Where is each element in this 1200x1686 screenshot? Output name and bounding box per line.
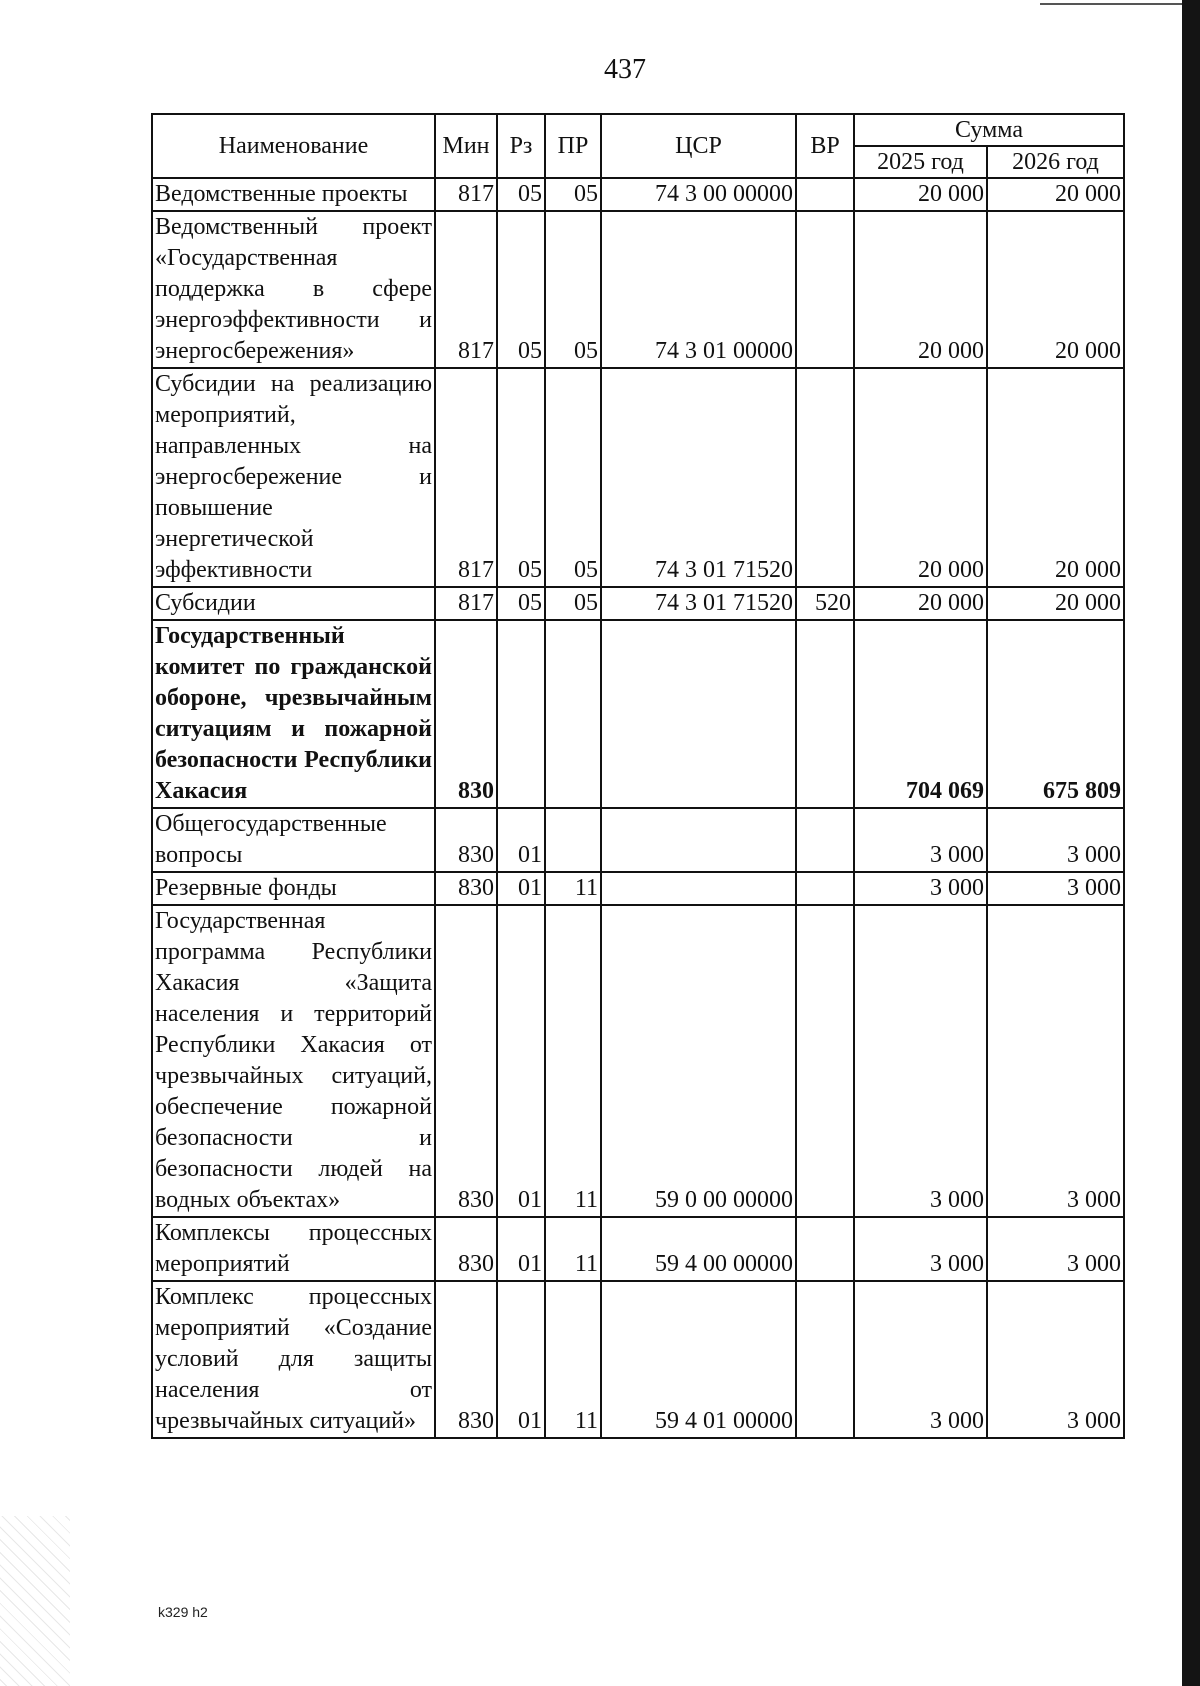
cell-rz: 05 [497, 587, 545, 620]
cell-2025: 3 000 [854, 905, 987, 1217]
cell-2025: 20 000 [854, 587, 987, 620]
cell-vr [796, 872, 854, 905]
table-row [152, 808, 1124, 872]
table-body [152, 178, 1124, 1438]
cell-rz [497, 620, 545, 808]
scan-right-edge [1182, 0, 1200, 1686]
cell-rz: 05 [497, 178, 545, 211]
page-number: 437 [604, 54, 646, 85]
cell-rz: 05 [497, 211, 545, 368]
cell-min: 817 [435, 211, 497, 368]
cell-vr [796, 620, 854, 808]
cell-min: 830 [435, 905, 497, 1217]
cell-vr [796, 211, 854, 368]
header-name: Наименование [152, 114, 435, 178]
cell-csr: 59 0 00 00000 [601, 905, 796, 1217]
cell-2026: 20 000 [987, 587, 1124, 620]
cell-min: 830 [435, 872, 497, 905]
scan-top-line [1040, 3, 1200, 5]
table-row [152, 620, 1124, 808]
cell-csr [601, 620, 796, 808]
cell-min: 830 [435, 1217, 497, 1281]
cell-min: 817 [435, 178, 497, 211]
cell-pr [545, 808, 601, 872]
cell-csr: 59 4 01 00000 [601, 1281, 796, 1438]
cell-pr: 05 [545, 368, 601, 587]
header-csr: ЦСР [601, 114, 796, 178]
cell-csr: 74 3 01 00000 [601, 211, 796, 368]
cell-pr: 11 [545, 905, 601, 1217]
cell-min: 830 [435, 1281, 497, 1438]
cell-csr: 74 3 00 00000 [601, 178, 796, 211]
cell-vr [796, 178, 854, 211]
cell-csr: 59 4 00 00000 [601, 1217, 796, 1281]
cell-pr: 11 [545, 872, 601, 905]
cell-2025: 20 000 [854, 178, 987, 211]
cell-2025: 3 000 [854, 1217, 987, 1281]
cell-name: Комплексы процессных мероприятий [152, 1217, 435, 1281]
table-row [152, 587, 1124, 620]
cell-name: Государственная программа Республики Хакасия «Защита населения и территорий Республики Хакасия от чрезвычайных ситуаций, обеспечение пожарной безопасности и безопасности людей на водных объектах» [152, 905, 435, 1217]
table-row [152, 178, 1124, 211]
cell-vr [796, 368, 854, 587]
cell-rz: 01 [497, 905, 545, 1217]
header-2025: 2025 год [854, 146, 987, 178]
header-rz: Рз [497, 114, 545, 178]
cell-name: Комплекс процессных мероприятий «Создание условий для защиты населения от чрезвычайных ситуаций» [152, 1281, 435, 1438]
cell-2026: 20 000 [987, 211, 1124, 368]
cell-2025: 20 000 [854, 368, 987, 587]
cell-2026: 675 809 [987, 620, 1124, 808]
cell-2026: 3 000 [987, 1217, 1124, 1281]
cell-min: 830 [435, 808, 497, 872]
cell-vr [796, 905, 854, 1217]
footer-code: k329 h2 [158, 1604, 208, 1620]
table-row [152, 1281, 1124, 1438]
cell-min: 817 [435, 587, 497, 620]
header-2026: 2026 год [987, 146, 1124, 178]
cell-rz: 01 [497, 808, 545, 872]
cell-name: Субсидии [152, 587, 435, 620]
table-row [152, 1217, 1124, 1281]
cell-2025: 20 000 [854, 211, 987, 368]
cell-min: 830 [435, 620, 497, 808]
cell-pr [545, 620, 601, 808]
cell-min: 817 [435, 368, 497, 587]
cell-name: Общегосударственные вопросы [152, 808, 435, 872]
scan-noise [0, 1516, 70, 1686]
table-row [152, 872, 1124, 905]
header-sum: Сумма [854, 114, 1124, 146]
cell-pr: 11 [545, 1281, 601, 1438]
table-row [152, 368, 1124, 587]
cell-2026: 3 000 [987, 872, 1124, 905]
header-pr: ПР [545, 114, 601, 178]
table-row [152, 211, 1124, 368]
header-vr: ВР [796, 114, 854, 178]
cell-2025: 3 000 [854, 808, 987, 872]
cell-pr: 11 [545, 1217, 601, 1281]
cell-2025: 3 000 [854, 1281, 987, 1438]
cell-2025: 704 069 [854, 620, 987, 808]
cell-vr [796, 1281, 854, 1438]
cell-rz: 05 [497, 368, 545, 587]
cell-pr: 05 [545, 178, 601, 211]
cell-rz: 01 [497, 1281, 545, 1438]
cell-name: Ведомственные проекты [152, 178, 435, 211]
cell-name: Резервные фонды [152, 872, 435, 905]
cell-csr [601, 808, 796, 872]
table-row [152, 905, 1124, 1217]
cell-name: Государственный комитет по гражданской обороне, чрезвычайным ситуациям и пожарной безопасности Республики Хакасия [152, 620, 435, 808]
cell-name: Субсидии на реализацию мероприятий, направленных на энергосбережение и повышение энергетической эффективности [152, 368, 435, 587]
cell-2026: 3 000 [987, 808, 1124, 872]
budget-table [151, 113, 1125, 1439]
cell-pr: 05 [545, 587, 601, 620]
cell-2026: 20 000 [987, 368, 1124, 587]
cell-2026: 3 000 [987, 905, 1124, 1217]
cell-pr: 05 [545, 211, 601, 368]
cell-csr: 74 3 01 71520 [601, 368, 796, 587]
cell-2026: 3 000 [987, 1281, 1124, 1438]
cell-vr: 520 [796, 587, 854, 620]
header-min: Мин [435, 114, 497, 178]
cell-name: Ведомственный проект «Государственная поддержка в сфере энергоэффективности и энергосбережения» [152, 211, 435, 368]
cell-2025: 3 000 [854, 872, 987, 905]
cell-csr [601, 872, 796, 905]
cell-rz: 01 [497, 1217, 545, 1281]
cell-csr: 74 3 01 71520 [601, 587, 796, 620]
cell-vr [796, 808, 854, 872]
cell-rz: 01 [497, 872, 545, 905]
cell-2026: 20 000 [987, 178, 1124, 211]
cell-vr [796, 1217, 854, 1281]
